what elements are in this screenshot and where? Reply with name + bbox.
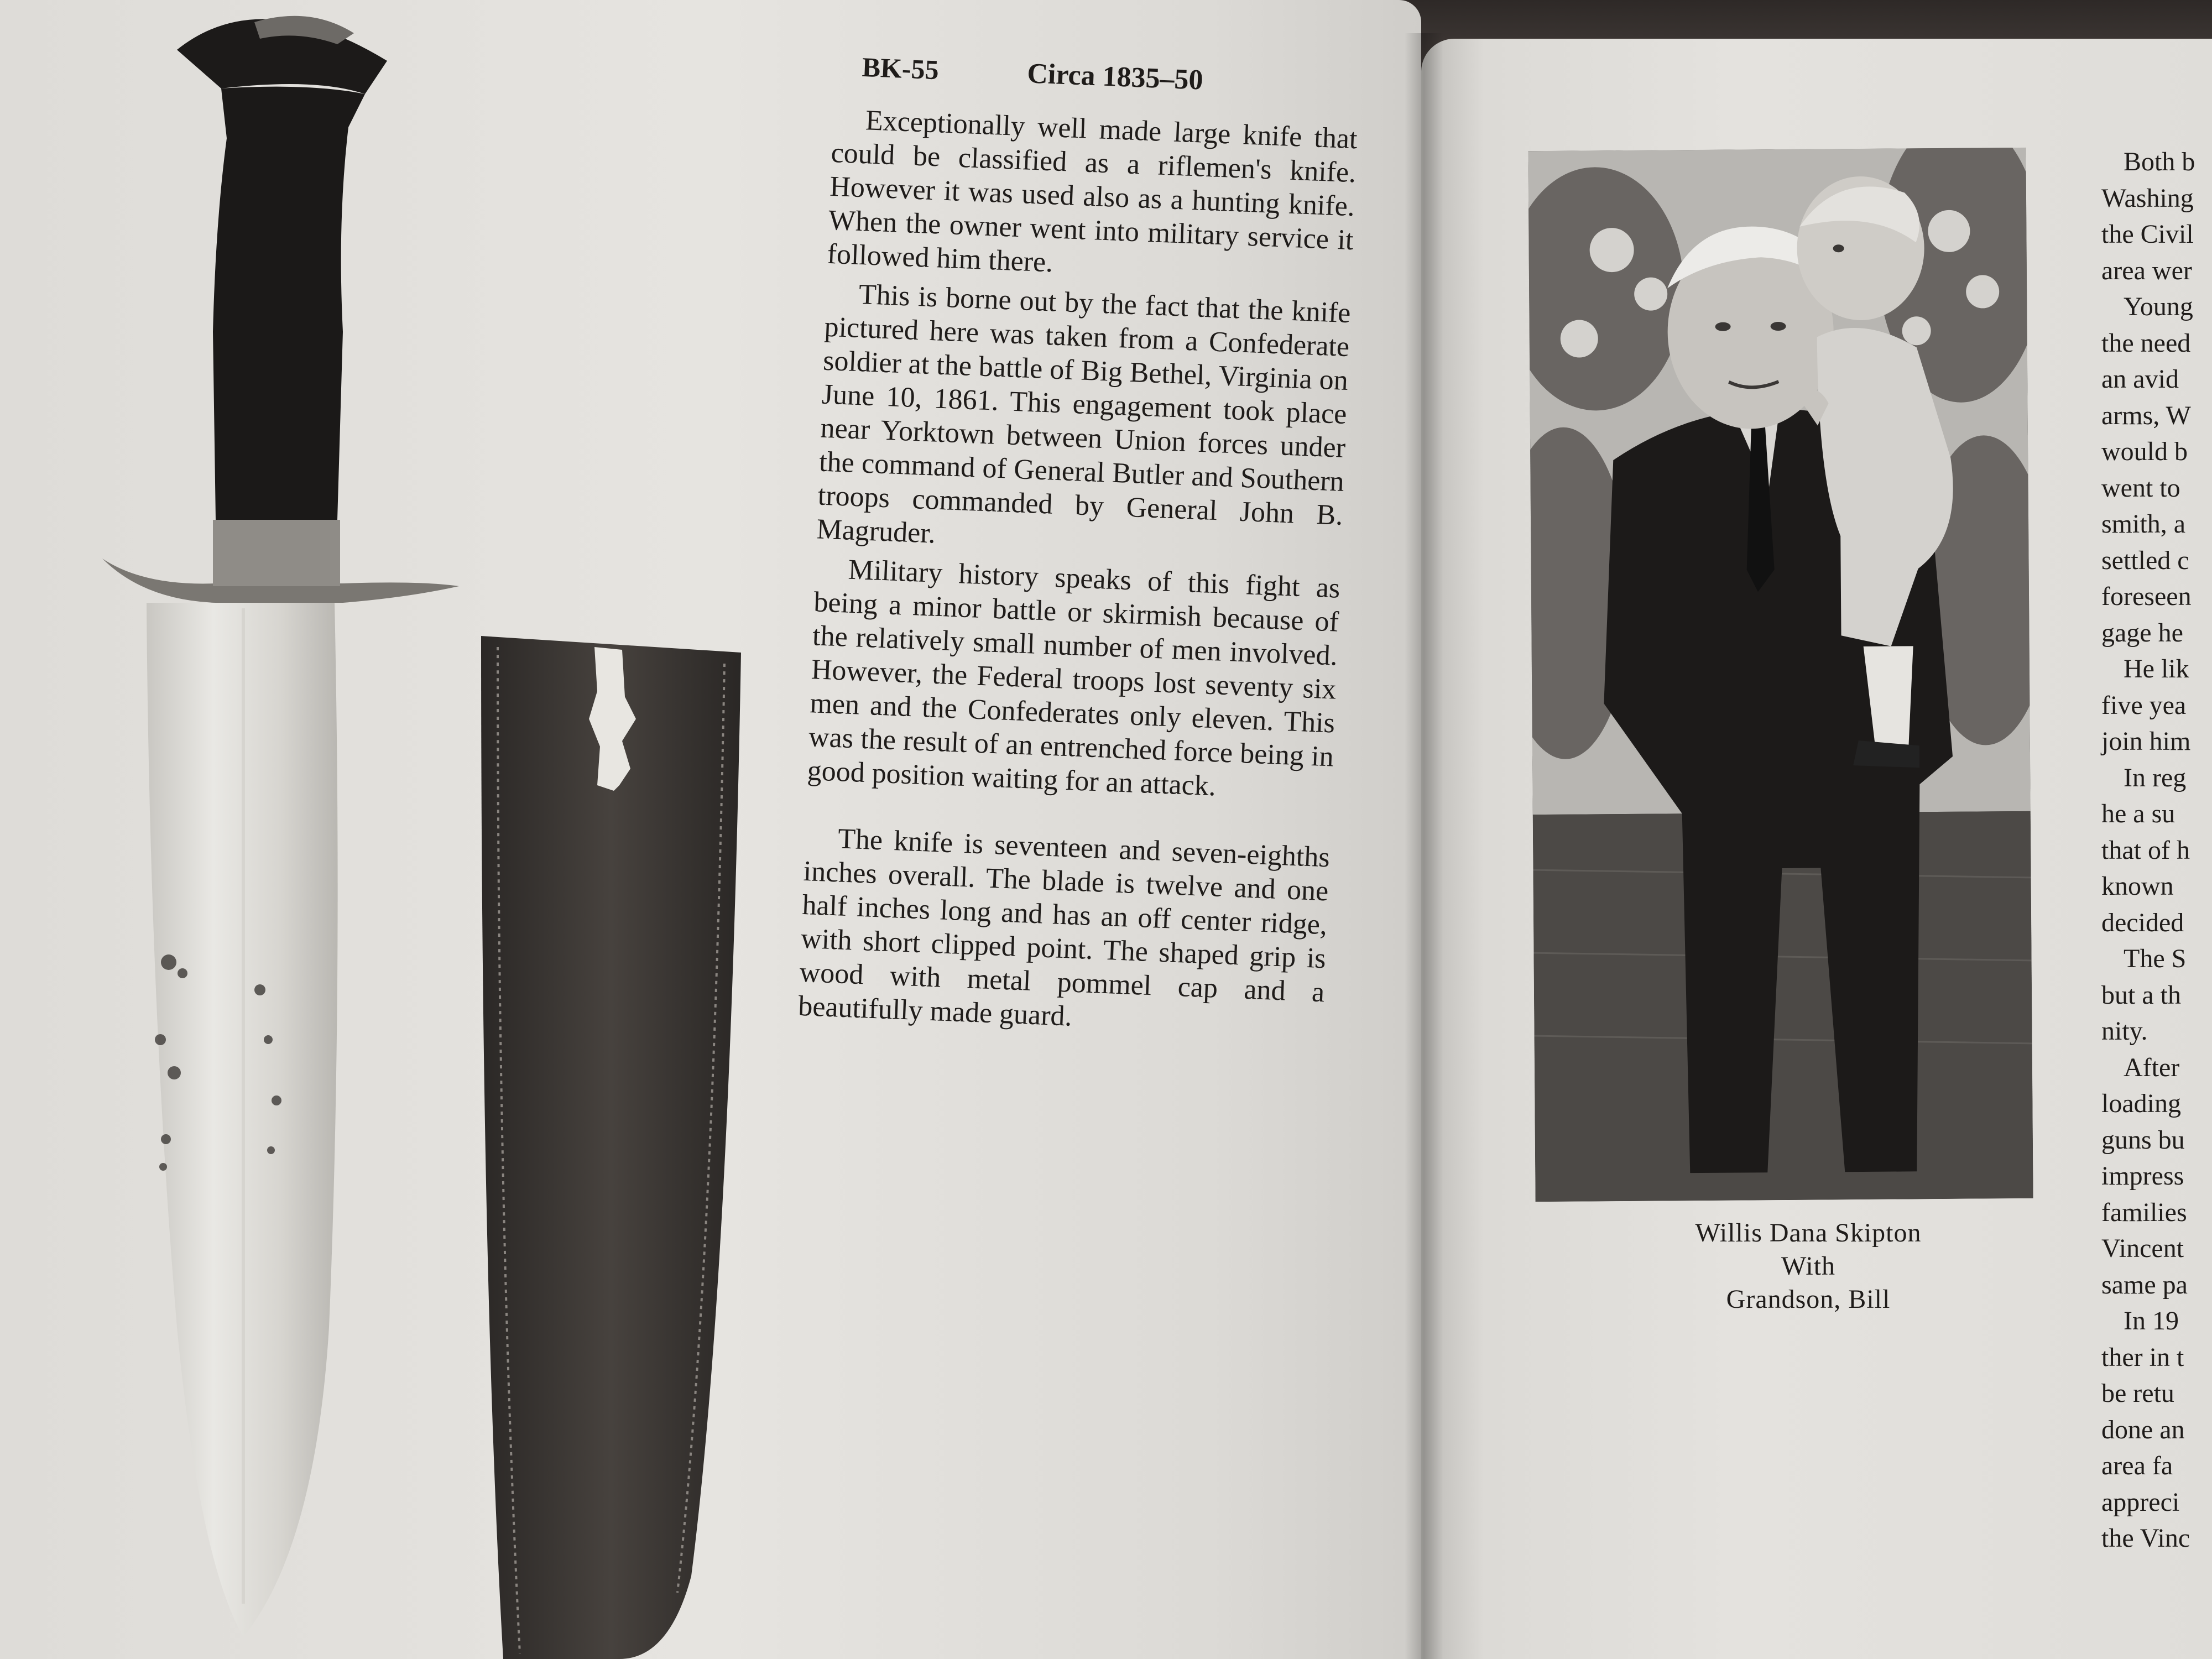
grip xyxy=(213,87,365,520)
article-text xyxy=(797,50,1360,1048)
column-line: nity. xyxy=(2101,1016,2148,1046)
column-line: The S xyxy=(2124,944,2187,973)
column-line: be retu xyxy=(2101,1379,2174,1408)
caption-line: Grandson, Bill xyxy=(1726,1285,1891,1314)
column-line: Vincent xyxy=(2101,1234,2184,1263)
column-line: ther in t xyxy=(2101,1342,2184,1372)
paragraph: The knife is seventeen and seven-eighths inches overall. The blade is twelve and one half inches long and has an off center ridge, with short clipped point. The shaped grip is wood with metal pommel cap and a beautifully made guard. xyxy=(797,823,1331,1032)
column-line: done an xyxy=(2101,1415,2185,1444)
column-line: an avid xyxy=(2101,364,2179,394)
column-line: that of h xyxy=(2101,835,2190,865)
column-line: loading xyxy=(2101,1089,2181,1118)
column-line: known xyxy=(2101,872,2174,901)
photo-frame xyxy=(1528,148,2033,1202)
column-line: join him xyxy=(2101,727,2191,756)
column-line: He lik xyxy=(2124,654,2189,684)
column-line: settled c xyxy=(2101,545,2189,575)
column-line: smith, a xyxy=(2101,509,2185,539)
caption-line: Willis Dana Skipton xyxy=(1695,1218,1922,1248)
catalog-number: BK-55 xyxy=(861,51,940,86)
column-line: would b xyxy=(2101,437,2188,466)
date-range: Circa 1835–50 xyxy=(1026,58,1204,96)
column-line: Washing xyxy=(2101,183,2194,213)
column-line: Young xyxy=(2124,292,2193,321)
paragraph: Military history speaks of this fight as being a minor battle or skirmish because of the relatively small number of men involved. However, the Federal troops lost seventy six men and the Confederates only eleven. This was the result of an entrenched force being in good position waiting for an attack. xyxy=(806,554,1341,802)
book-gutter xyxy=(1405,33,1443,1659)
column-line: After xyxy=(2124,1052,2180,1082)
column-line: appreci xyxy=(2101,1487,2180,1517)
paragraph: This is borne out by the fact that the knife pictured here was taken from a Confederate soldier at the battle of Big Bethel, Virginia on June 10, 1861. This engagement took place near Yorktown between Union forces under the command of General Butler and Southern troops commanded by General John B. Magruder. xyxy=(816,278,1352,550)
column-line: In reg xyxy=(2124,763,2187,792)
article-header xyxy=(834,50,1360,102)
column-line: but a th xyxy=(2101,980,2181,1010)
column-line: decided xyxy=(2101,907,2184,937)
column-line: the Vinc xyxy=(2101,1524,2190,1553)
column-line: the need xyxy=(2101,328,2191,358)
photo-caption xyxy=(1631,1217,1985,1316)
cropped-text-column xyxy=(2101,144,2212,1557)
column-line: went to xyxy=(2101,473,2180,503)
caption-line: With xyxy=(1781,1251,1836,1281)
column-line: In 19 xyxy=(2124,1306,2179,1335)
column-line: same pa xyxy=(2101,1270,2188,1300)
column-line: arms, W xyxy=(2101,400,2191,430)
knife-illustration xyxy=(77,0,763,1659)
column-line: area wer xyxy=(2101,255,2192,285)
column-line: five yea xyxy=(2101,690,2187,720)
column-line: he a su xyxy=(2101,799,2176,828)
column-line: area fa xyxy=(2101,1451,2173,1480)
column-line: impress xyxy=(2101,1161,2184,1191)
column-line: gage he xyxy=(2101,618,2183,648)
column-line: families xyxy=(2101,1197,2187,1227)
column-line: the Civil xyxy=(2101,220,2194,249)
column-line: foreseen xyxy=(2101,582,2192,611)
column-line: Both b xyxy=(2124,147,2195,176)
column-line: guns bu xyxy=(2101,1125,2185,1155)
paragraph: Exceptionally well made large knife that could be classified as a riflemen's knife. However it was used also as a hunting knife. When the owner went into military service it followed him there. xyxy=(826,105,1358,279)
grandfather-grandson-photo xyxy=(1528,148,2033,1202)
